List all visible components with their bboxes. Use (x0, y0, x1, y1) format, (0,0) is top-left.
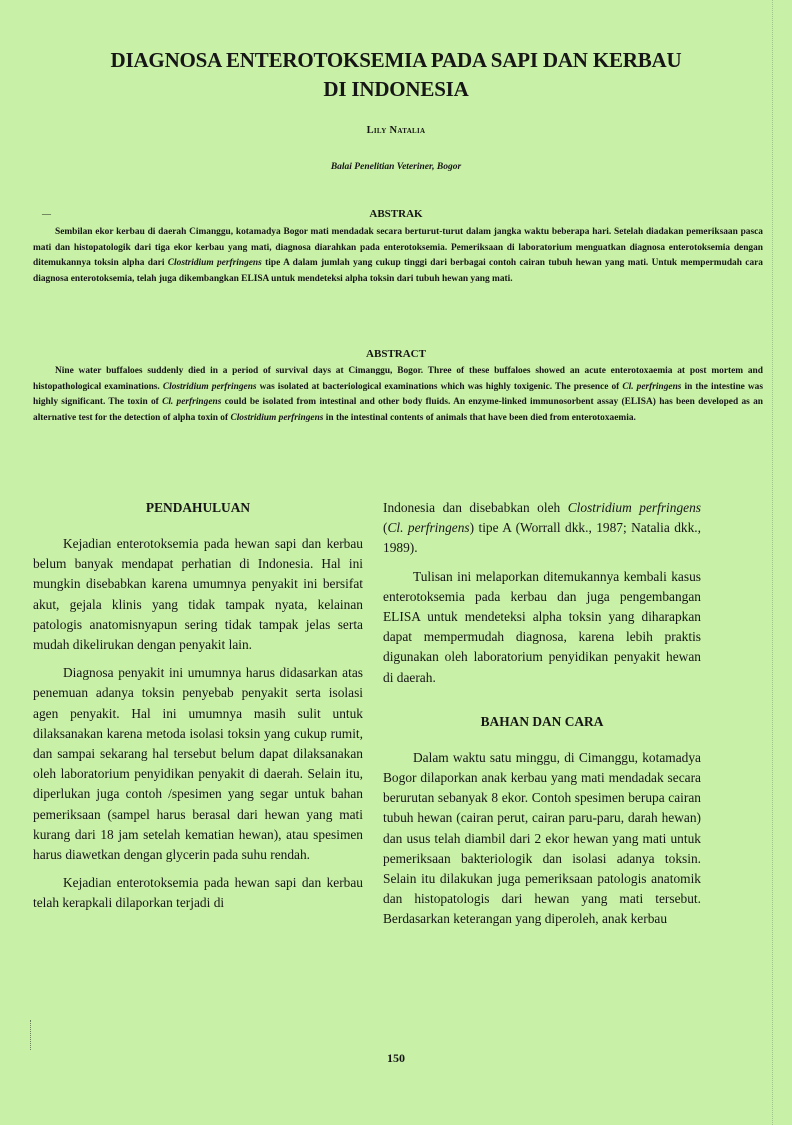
bahan-dan-cara-paragraph-1: Dalam waktu satu minggu, di Cimanggu, kotamadya Bogor dilaporkan anak kerbau yang mati mendadak secara berurutan sebanyak 8 ekor. Contoh spesimen berupa cairan tubuh hewan (cairan perut, cairan paru-paru, darah hewan) dan usus telah diambil dari 2 ekor hewan yang mati untuk pemeriksaan bakteriologik dan isolasi adanya toksin. Selain itu dilakukan juga pemeriksaan patologis anatomik dan histopatologis dari hewan yang mati tersebut. Berdasarkan keterangan yang diperoleh, anak kerbau (383, 749, 701, 927)
page-number: 150 (387, 1051, 405, 1065)
right-column (383, 498, 701, 938)
author-affiliation: Balai Penelitian Veteriner, Bogor (330, 162, 462, 172)
abstract-organism-2: Cl. perfringens (622, 381, 682, 392)
title-line-1: DIAGNOSA ENTEROTOKSEMIA PADA SAPI DAN KERBAU (110, 48, 682, 72)
pendahuluan-paragraph-2: Diagnosa penyakit ini umumnya harus didasarkan atas penemuan adanya toksin penyebab penyakit serta isolasi agen penyakit. Hal ini umumnya masih sulit untuk dilaksanakan karena metoda isolasi toksin yang cukup rumit, dan sampai sekarang hal tersebut belum dapat dilaksanakan oleh laboratorium penyidikan penyakit di daerah. Selain itu, diperlukan juga contoh /spesimen yang segar untuk bahan pemeriksaan (sampel harus berasal dari hewan yang mati kurang dari 18 jam setelah kematian hewan), atau spesimen harus diawetkan dengan glycerin pada suhu rendah. (33, 665, 363, 863)
pendahuluan-paragraph-3: Kejadian enterotoksemia pada hewan sapi dan kerbau telah kerapkali dilaporkan terjadi di (33, 875, 363, 911)
continuation-text-1: Indonesia dan disebabkan oleh (383, 500, 568, 515)
abstrak-text-1: Sembilan ekor kerbau di daerah Cimanggu, kotamadya Bogor mati mendadak secara berturut-turut dalam jangka waktu beberapa hari. Setelah diadakan pemeriksaan pasca mati dan histopatologik dari tiga ekor kerbau yang mati, diagnosa diarahkan pada enterotoksemia. Pemeriksaan di laboratorium menguatkan diagnosa enterotoksemia dengan ditemukannya toksin alpha dari (33, 227, 763, 269)
pendahuluan-continuation (383, 498, 701, 559)
margin-mark: — (42, 209, 51, 219)
abstrak-text-2: tipe A dalam jumlah yang cukup tinggi dari berbagai contoh cairan tubuh hewan yang mati. Untuk mempermudah cara diagnosa enterotoksemia, telah juga dikembangkan ELISA untuk mendeteksi alpha toksin dari tubuh hewan yang mati. (33, 258, 763, 284)
abstract-text-1: Nine water buffaloes suddenly died in a period of survival days at Cimanggu, Bogor. Three of these buffaloes showed an acute enterotoxaemia at post mortem and histopathological examinations. (33, 366, 763, 392)
paper-title (30, 46, 762, 104)
left-column (33, 498, 363, 922)
continuation-organism: Clostridium perfringens (567, 500, 701, 515)
title-line-2: DI INDONESIA (323, 77, 469, 101)
section-heading-pendahuluan: PENDAHULUAN (145, 500, 251, 515)
abstract-organism-1: Clostridium perfringens (162, 381, 257, 392)
abstract-organism-4: Clostridium perfringens (230, 412, 324, 423)
abstract-organism-3: Cl. perfringens (162, 397, 222, 408)
continuation-abbrev: Cl. perfringens (387, 520, 470, 536)
abstrak-organism: Clostridium perfringens (167, 258, 262, 269)
abstract-text-4: could be isolated from intestinal and other body fluids. An enzyme-linked immunosorbent assay (ELISA) has been developed as an alternative test for the detection of alpha toxin of (33, 397, 763, 423)
abstract-text-3: in the intestine was highly significant. The toxin of (33, 381, 763, 408)
abstract-body (33, 364, 763, 426)
abstract-text-5: in the intestinal contents of animals that have been died from enterotoxaemia. (323, 412, 636, 423)
abstrak-heading: ABSTRAK (369, 208, 423, 220)
margin-dots (30, 1020, 35, 1050)
pendahuluan-paragraph-1: Kejadian enterotoksemia pada hewan sapi dan kerbau belum banyak mendapat perhatian di Indonesia. Hal ini mungkin disebabkan karena umumnya penyakit ini bersifat akut, gejala klinis yang tidak tampak nyata, kelainan patologis anatomisnyapun sering tidak tampak jelas serta mudah dikelirukan dengan penyakit lain. (33, 536, 363, 653)
continuation-text-2: ( (383, 520, 388, 536)
author-name: Lily Natalia (366, 125, 426, 136)
abstract-heading: ABSTRACT (366, 348, 426, 360)
abstract-text-2: was isolated at bacteriological examinations which was highly toxigenic. The presence of (256, 381, 623, 392)
abstrak-body (33, 225, 763, 287)
pendahuluan-paragraph-4: Tulisan ini melaporkan ditemukannya kembali kasus enterotoksemia pada kerbau dan juga pengembangan ELISA untuk mendeteksi alpha toksin yang diharapkan dapat mempermudah diagnosa, karena lebih praktis digunakan oleh laboratorium penyidikan penyakit hewan di daerah. (383, 568, 701, 685)
section-heading-bahan-dan-cara: BAHAN DAN CARA (480, 713, 604, 729)
continuation-text-3: ) tipe A (Worrall dkk., 1987; Natalia dkk., 1989). (383, 520, 701, 556)
scan-edge-mark (772, 0, 776, 1125)
